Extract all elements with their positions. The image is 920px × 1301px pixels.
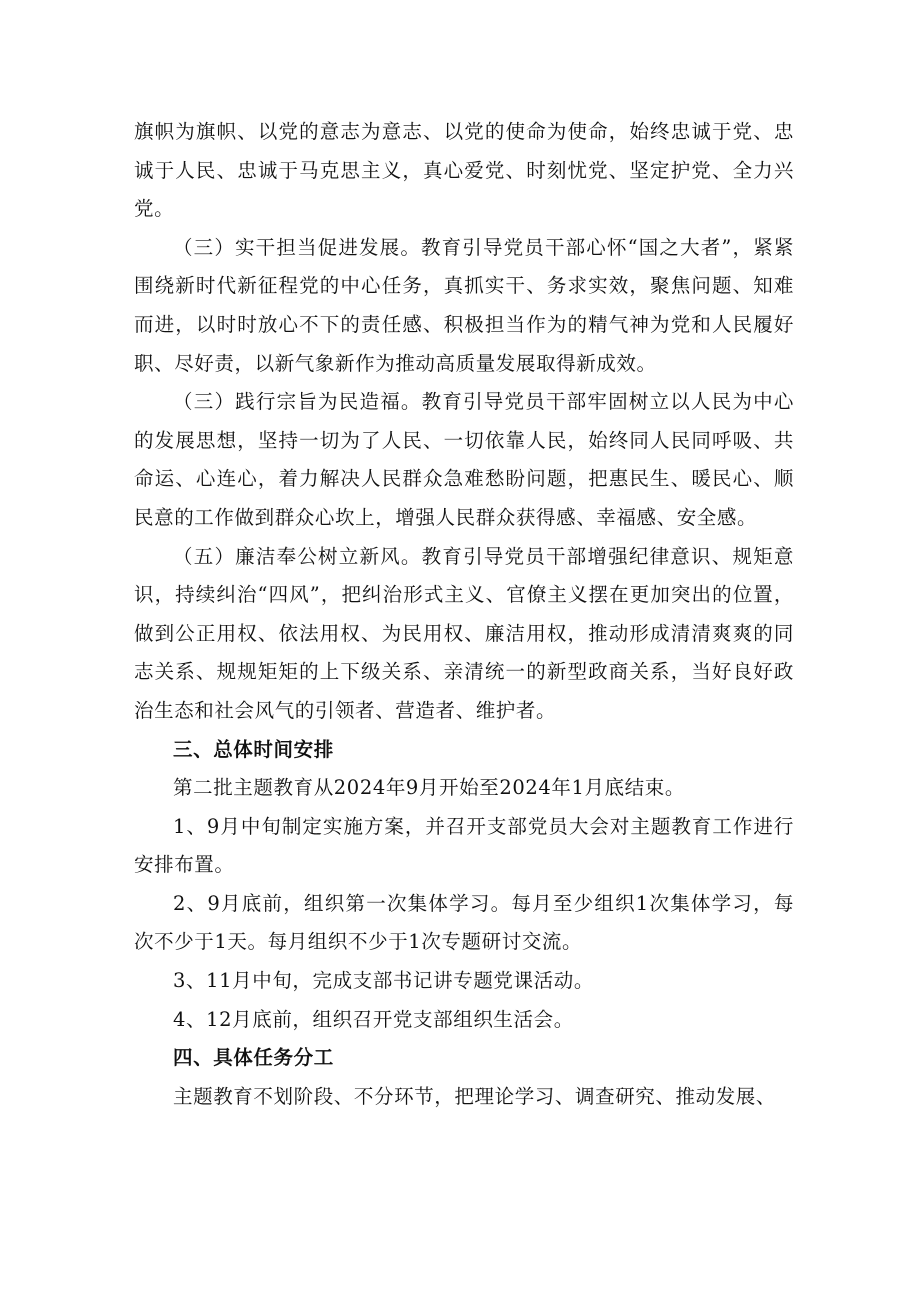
paragraph-schedule-item-1: 1、9月中旬制定实施方案，并召开支部党员大会对主题教育工作进行安排布置。 (134, 814, 794, 877)
paragraph-serve-people: （三）践行宗旨为民造福。教育引导党员干部牢固树立以人民为中心的发展思想，坚持一切为了人民、一切依靠人民，始终同人民同呼吸、共命运、心连心，着力解决人民群众急难愁盼问题，把惠民生、暖民心、顺民意的工作做到群众心坎上，增强人民群众获得感、幸福感、安全感。 (134, 390, 794, 529)
paragraph-practical-responsibility: （三）实干担当促进发展。教育引导党员干部心怀“国之大者”，紧紧围绕新时代新征程党的中心任务，真抓实干、务求实效，聚焦问题、知难而进，以时时放心不下的责任感、积极担当作为的精气神为党和人民履好职、尽好责，以新气象新作为推动高质量发展取得新成效。 (134, 235, 794, 375)
paragraph-schedule-item-3: 3、11月中旬，完成支部书记讲专题党课活动。 (173, 969, 594, 993)
paragraph-integrity: （五）廉洁奉公树立新风。教育引导党员干部增强纪律意识、规矩意识，持续纠治“四风”，把纠治形式主义、官僚主义摆在更加突出的位置，做到公正用权、依法用权、为民用权、廉洁用权，推动形成清清爽爽的同志关系、规规矩矩的上下级关系、亲清统一的新型政商关系，当好良好政治生态和社会风气的引领者、营造者、维护者。 (134, 544, 794, 722)
document-body (134, 113, 794, 1116)
paragraph-schedule-item-2: 2、9月底前，组织第一次集体学习。每月至少组织1次集体学习，每次不少于1天。每月组织不少于1次专题研讨交流。 (134, 891, 794, 954)
paragraph-schedule-overview: 第二批主题教育从2024年9月开始至2024年1月底结束。 (173, 776, 685, 800)
section-heading-task-division: 四、具体任务分工 (173, 1046, 334, 1070)
paragraph-schedule-item-4: 4、12月底前，组织召开党支部组织生活会。 (173, 1007, 574, 1031)
section-heading-schedule: 三、总体时间安排 (173, 737, 334, 761)
paragraph-continuation: 旗帜为旗帜、以党的意志为意志、以党的使命为使命，始终忠诚于党、忠诚于人民、忠诚于马克思主义，真心爱党、时刻忧党、坚定护党、全力兴党。 (134, 120, 794, 221)
paragraph-task-division: 主题教育不划阶段、不分环节，把理论学习、调查研究、推动发展、 (173, 1084, 777, 1108)
